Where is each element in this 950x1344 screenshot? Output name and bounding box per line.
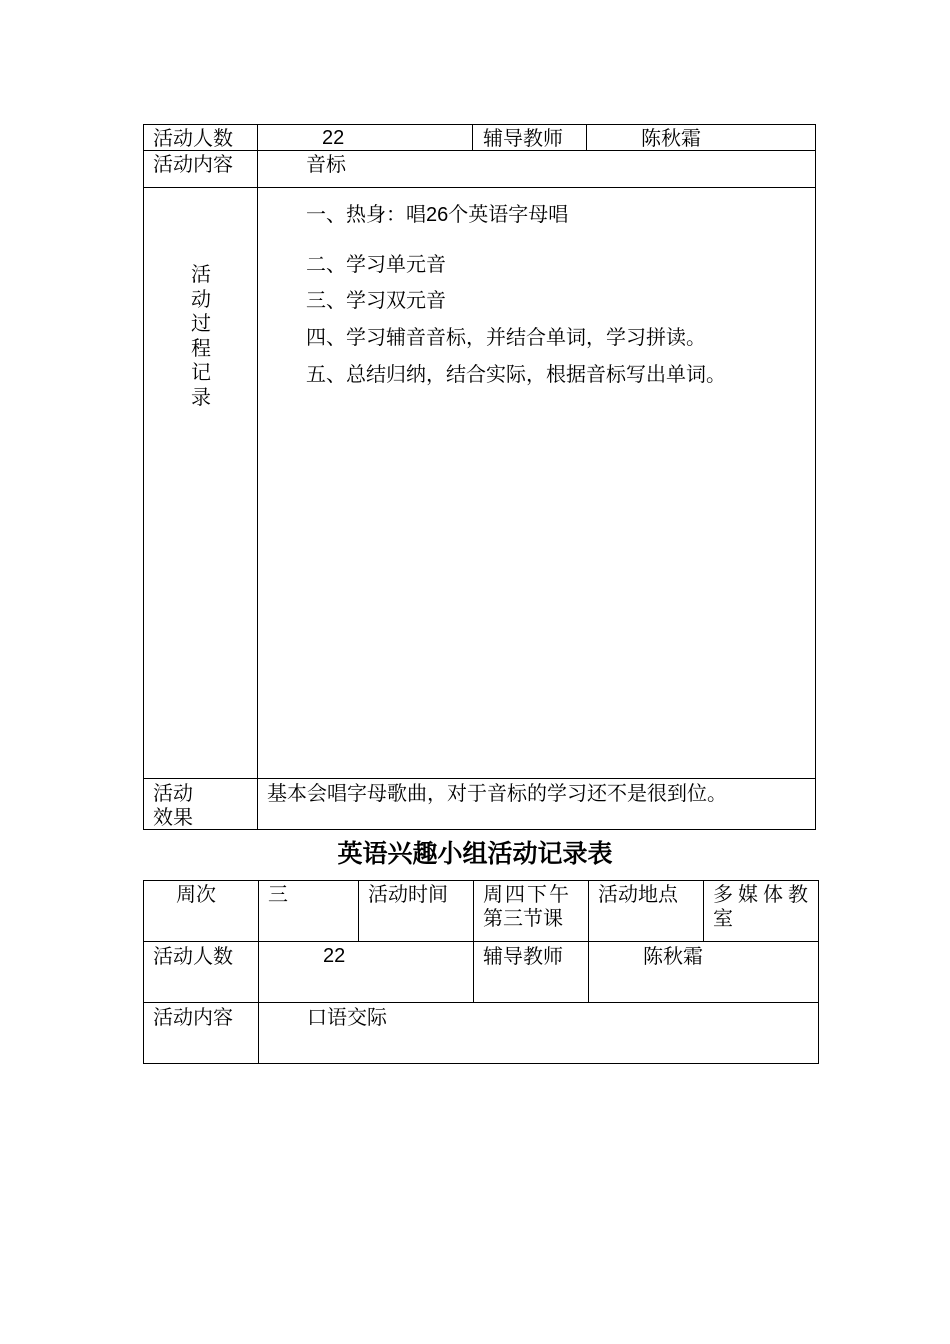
table1-row-divider [143,778,816,779]
count-value: 22 [322,127,345,149]
place-label: 活动地点 [598,882,678,906]
process-item: 二、学习单元音 [306,252,446,276]
content-label: 活动内容 [153,152,233,176]
page-title: 英语兴趣小组活动记录表 [337,839,613,868]
process-item: 一、热身：唱26个英语字母唱 [306,202,569,226]
process-item: 五、总结归纳，结合实际，根据音标写出单词。 [306,362,726,386]
table2-row-divider [143,941,819,942]
table2-column-divider [358,880,359,942]
teacher-label: 辅导教师 [483,126,563,150]
count-label: 活动人数 [153,944,233,968]
week-label: 周次 [176,882,216,906]
content-label: 活动内容 [153,1005,233,1029]
count-value: 22 [323,945,346,967]
table2-bottom-border [143,1063,819,1064]
effect-label-line2: 效果 [153,805,193,829]
time-label: 活动时间 [368,882,448,906]
table2-left-border [143,880,144,1064]
table2-right-border [818,880,819,1064]
process-item: 三、学习双元音 [306,288,446,312]
table1-row-divider [143,150,816,151]
process-label: 活 动 过 程 记 录 [191,262,211,409]
table1-bottom-border [143,829,816,830]
table2-top-border [143,880,819,881]
table2-column-divider [703,880,704,942]
time-value-line1: 周四下午 [483,882,571,906]
effect-value: 基本会唱字母歌曲，对于音标的学习还不是很到位。 [267,781,727,805]
week-value: 三 [268,882,288,906]
table1-row-divider [143,187,816,188]
content-value: 口语交际 [307,1005,387,1029]
table1-left-border [143,124,144,830]
teacher-value: 陈秋霜 [641,126,701,150]
table1-top-border [143,124,816,125]
table2-row-divider [143,1002,819,1003]
table1-column-divider [472,124,473,151]
count-label: 活动人数 [153,126,233,150]
teacher-value: 陈秋霜 [643,944,703,968]
place-value-line2: 室 [713,906,733,930]
table1-column-divider [257,124,258,830]
content-value: 音标 [306,152,346,176]
teacher-label: 辅导教师 [483,944,563,968]
table2-column-divider [588,880,589,1003]
table2-column-divider [473,880,474,1003]
place-value-line1: 多媒体教 [713,882,813,906]
time-value-line2: 第三节课 [483,906,563,930]
table1-column-divider [586,124,587,151]
table1-right-border [815,124,816,830]
process-item: 四、学习辅音音标，并结合单词，学习拼读。 [306,325,706,349]
table2-column-divider [258,880,259,1064]
effect-label-line1: 活动 [153,781,193,805]
